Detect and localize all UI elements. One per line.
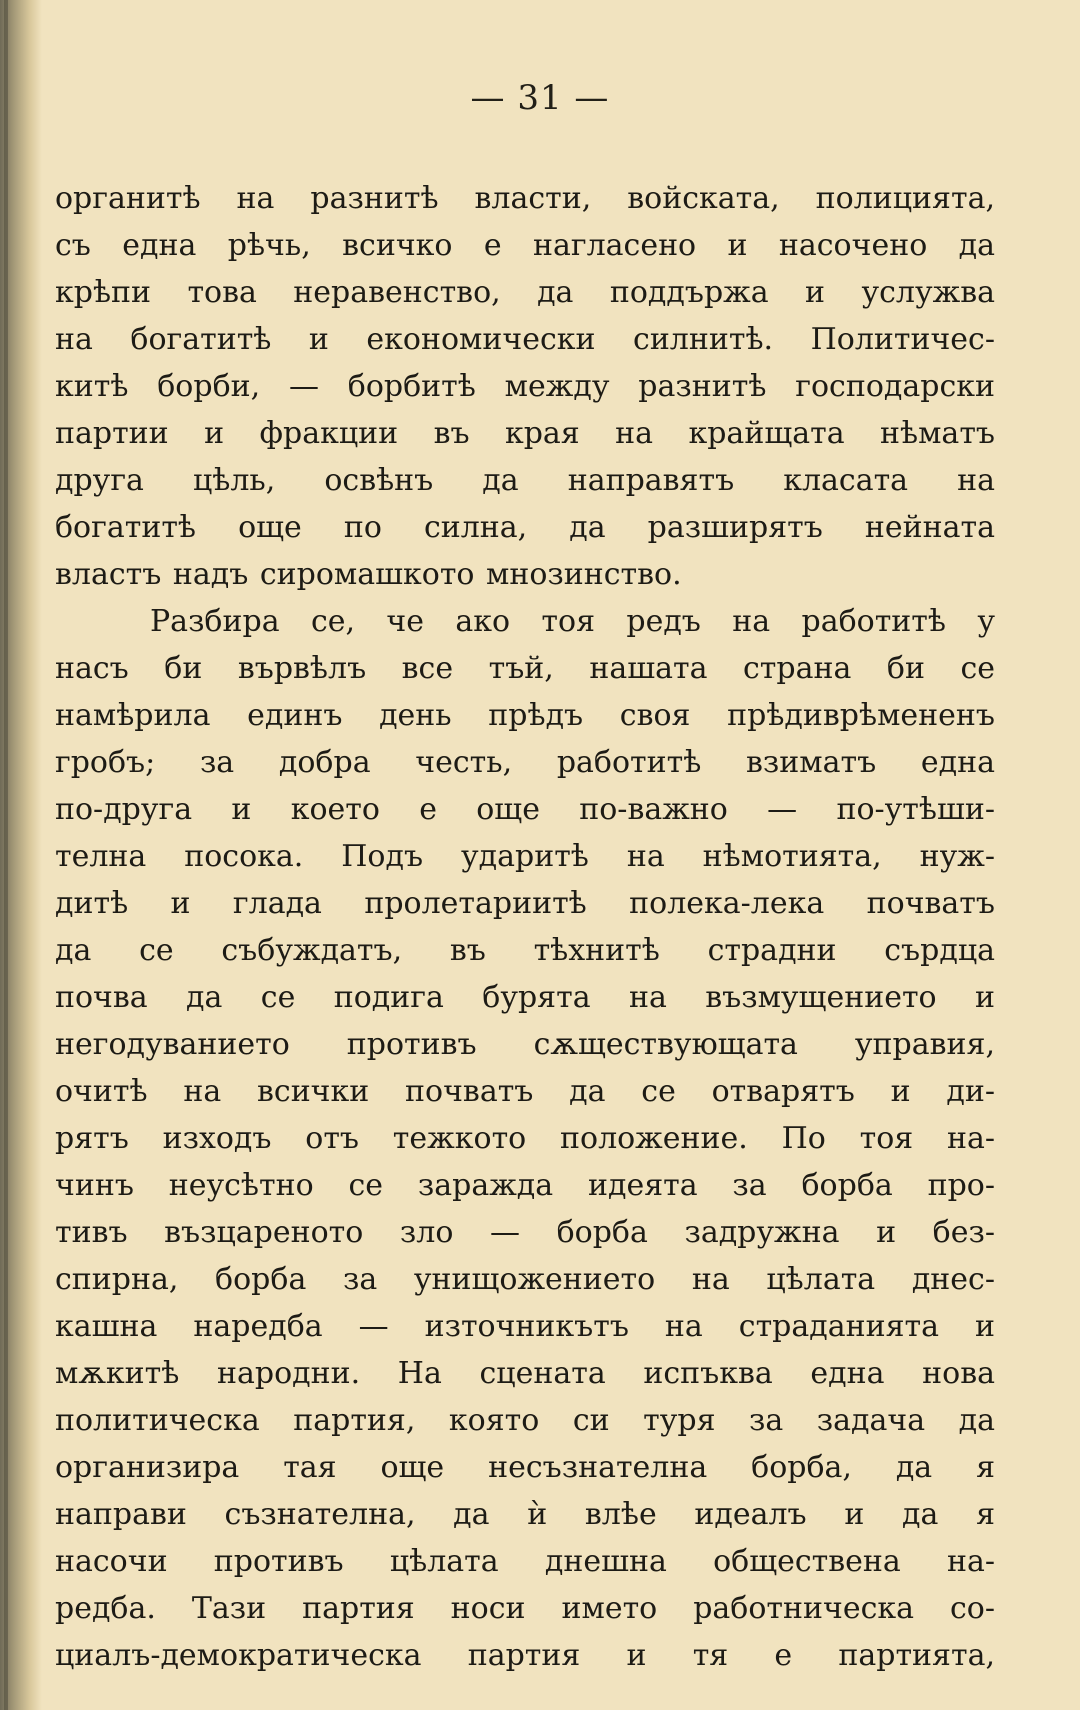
text-line: телна посока. Подъ ударитѣ на нѣмотията, нуж- (55, 839, 995, 874)
text-line: спирна, борба за унищожението на цѣлата днес- (55, 1262, 995, 1297)
text-line: китѣ борби, — борбитѣ между разнитѣ господарски (55, 369, 995, 404)
text-line: дитѣ и глада пролетариитѣ полека-лека почватъ (55, 886, 995, 921)
text-line: друга цѣль, освѣнъ да направятъ класата на (55, 463, 995, 498)
text-line: чинъ неусѣтно се заражда идеята за борба про- (55, 1168, 995, 1203)
text-line: по-друга и което е още по-важно — по-утѣши- (55, 792, 995, 827)
text-line: направи съзнателна, да ѝ влѣе идеалъ и да я (55, 1497, 995, 1532)
text-line: съ една рѣчь, всичко е нагласено и насочено да (55, 228, 995, 263)
text-line: на богатитѣ и економически силнитѣ. Политичес- (55, 322, 995, 357)
text-line: партии и фракции въ края на крайщата нѣматъ (55, 416, 995, 451)
text-line: организира тая още несъзнателна борба, да я (55, 1450, 995, 1485)
text-line: политическа партия, която си туря за задача да (55, 1403, 995, 1438)
text-line: крѣпи това неравенство, да поддържа и услужва (55, 275, 995, 310)
paragraph-2 (55, 598, 995, 1679)
text-line: кашна наредба — източникътъ на страданията и (55, 1309, 995, 1344)
text-line: насочи противъ цѣлата днешна обществена на- (55, 1544, 995, 1579)
text-line: тивъ възцареното зло — борба задружна и без- (55, 1215, 995, 1250)
page-number: — 31 — (470, 78, 610, 118)
text-line: почва да се подига бурята на възмущението и (55, 980, 995, 1015)
text-line: циалъ-демократическа партия и тя е партията, (55, 1638, 995, 1673)
text-line: Разбира се, че ако тоя редъ на работитѣ у (150, 604, 995, 639)
text-line: органитѣ на разнитѣ власти, войската, полицията, (55, 181, 995, 216)
paragraph-1 (55, 175, 995, 598)
text-line: очитѣ на всички почватъ да се отварятъ и ди- (55, 1074, 995, 1109)
text-line: рятъ изходъ отъ тежкото положение. По тоя на- (55, 1121, 995, 1156)
text-line: богатитѣ още по силна, да разширятъ нейната (55, 510, 995, 545)
text-line: редба. Тази партия носи името работническа со- (55, 1591, 995, 1626)
text-line: намѣрила единъ день прѣдъ своя прѣдиврѣмененъ (55, 698, 995, 733)
text-line: властъ надъ сиромашкото мнозинство. (55, 557, 682, 592)
page-binding-edge (4, 0, 8, 1710)
text-line: негодуванието противъ сѫществующата управия, (55, 1027, 995, 1062)
text-line: мѫкитѣ народни. На сцената испъква една нова (55, 1356, 995, 1391)
body-text (55, 175, 995, 1679)
text-line: да се събуждатъ, въ тѣхнитѣ страдни сърдца (55, 933, 995, 968)
text-line: гробъ; за добра честь, работитѣ взиматъ една (55, 745, 995, 780)
text-line: насъ би вървѣлъ все тъй, нашата страна би се (55, 651, 995, 686)
